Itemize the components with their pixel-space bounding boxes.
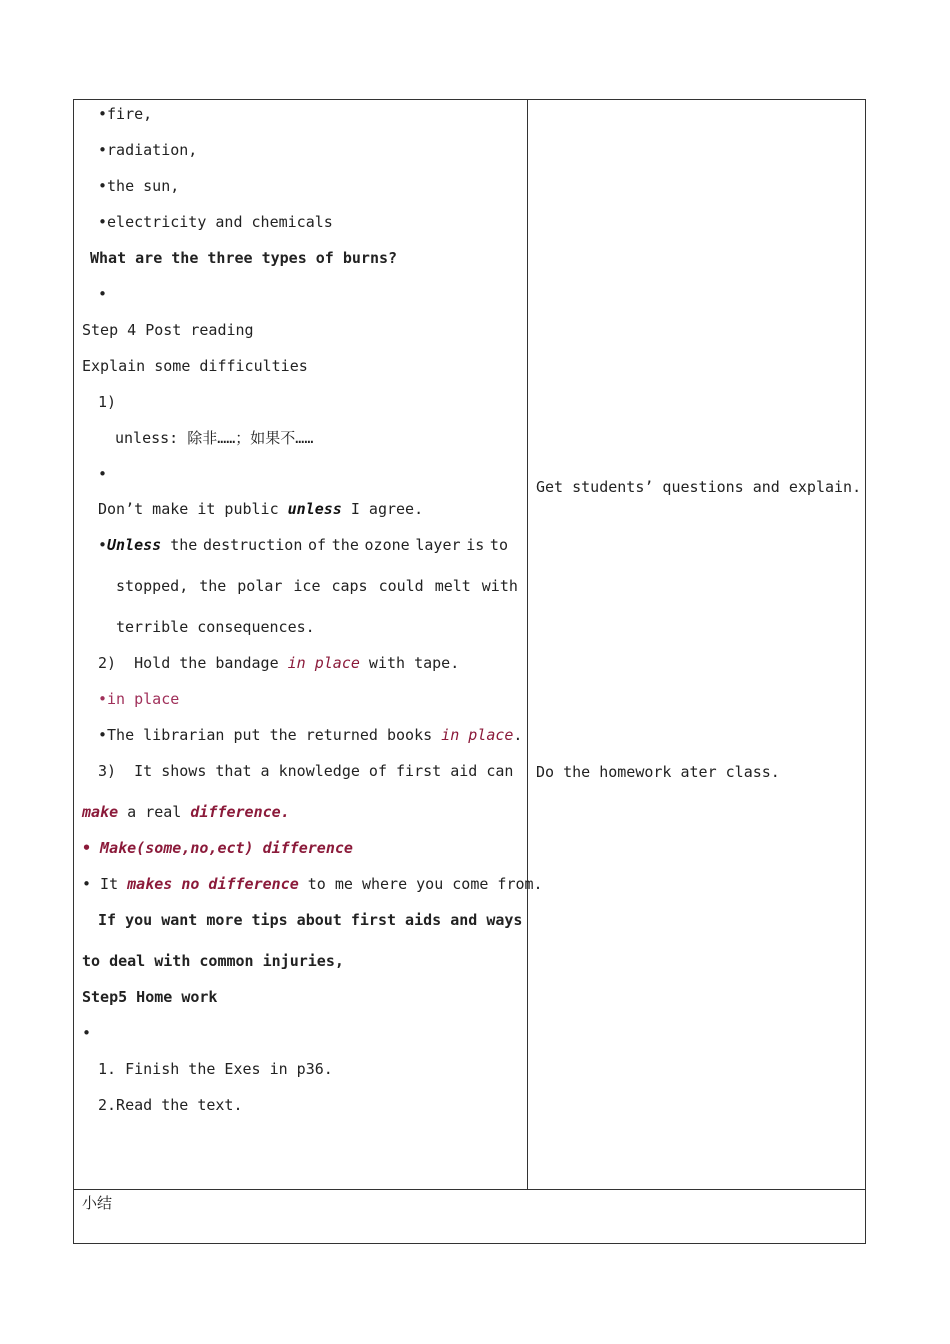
item3-line1: 3) It shows that a knowledge of first aid can <box>98 762 514 780</box>
empty-bullet-3: • <box>82 1024 92 1042</box>
example-unless-2-line3: terrible consequences. <box>116 618 315 636</box>
empty-bullet-2: • <box>98 465 108 483</box>
teacher-note-questions: Get students’ questions and explain. <box>536 478 862 496</box>
tips-line1: If you want more tips about first aids and ways <box>98 911 523 929</box>
make-difference-bullet: • Make(some,no,ect) difference <box>82 839 353 857</box>
empty-bullet: • <box>98 285 108 303</box>
keyword-makes-no-difference: makes no difference <box>127 875 299 893</box>
item1-number: 1) <box>98 393 117 411</box>
step5-title: Step5 Home work <box>82 988 218 1006</box>
explain-heading: Explain some difficulties <box>82 357 308 375</box>
bullet-fire: •fire, <box>98 105 153 123</box>
lesson-table <box>73 99 866 1244</box>
item3-line2: make a real difference. <box>82 803 290 821</box>
keyword-unless: unless <box>287 500 342 518</box>
keyword-make: make <box>82 803 119 821</box>
step4-title: Step 4 Post reading <box>82 321 254 339</box>
summary-label: 小结 <box>82 1194 113 1212</box>
homework-item-1: 1. Finish the Exes in p36. <box>98 1060 333 1078</box>
bullet-electricity: •electricity and chemicals <box>98 213 333 231</box>
bullet-radiation: •radiation, <box>98 141 198 159</box>
teacher-note-homework: Do the homework ater class. <box>536 763 780 781</box>
example-in-place: •The librarian put the returned books in place. <box>98 726 523 744</box>
unless-definition: unless: 除非……；如果不…… <box>115 429 314 447</box>
keyword-unless-cap: Unless <box>107 536 162 554</box>
column-divider <box>527 100 528 1189</box>
item2: 2) Hold the bandage in place with tape. <box>98 654 460 672</box>
tips-line2: to deal with common injuries, <box>82 952 344 970</box>
row-divider <box>74 1189 865 1190</box>
example-unless-2-line2: stopped, the polar ice caps could melt with <box>116 577 518 595</box>
in-place-bullet: •in place <box>98 690 180 708</box>
example-unless-2-line1: •Unless the destruction of the ozone layer is to <box>98 536 508 554</box>
burn-types-question: What are the three types of burns? <box>90 249 398 267</box>
homework-item-2: 2.Read the text. <box>98 1096 243 1114</box>
example-make-difference: • It makes no difference to me where you come from. <box>82 875 543 893</box>
keyword-difference: difference. <box>190 803 290 821</box>
keyword-in-place-2: in place <box>441 726 514 744</box>
keyword-in-place: in place <box>287 654 360 672</box>
bullet-sun: •the sun, <box>98 177 180 195</box>
example-unless-1: Don’t make it public unless I agree. <box>98 500 424 518</box>
